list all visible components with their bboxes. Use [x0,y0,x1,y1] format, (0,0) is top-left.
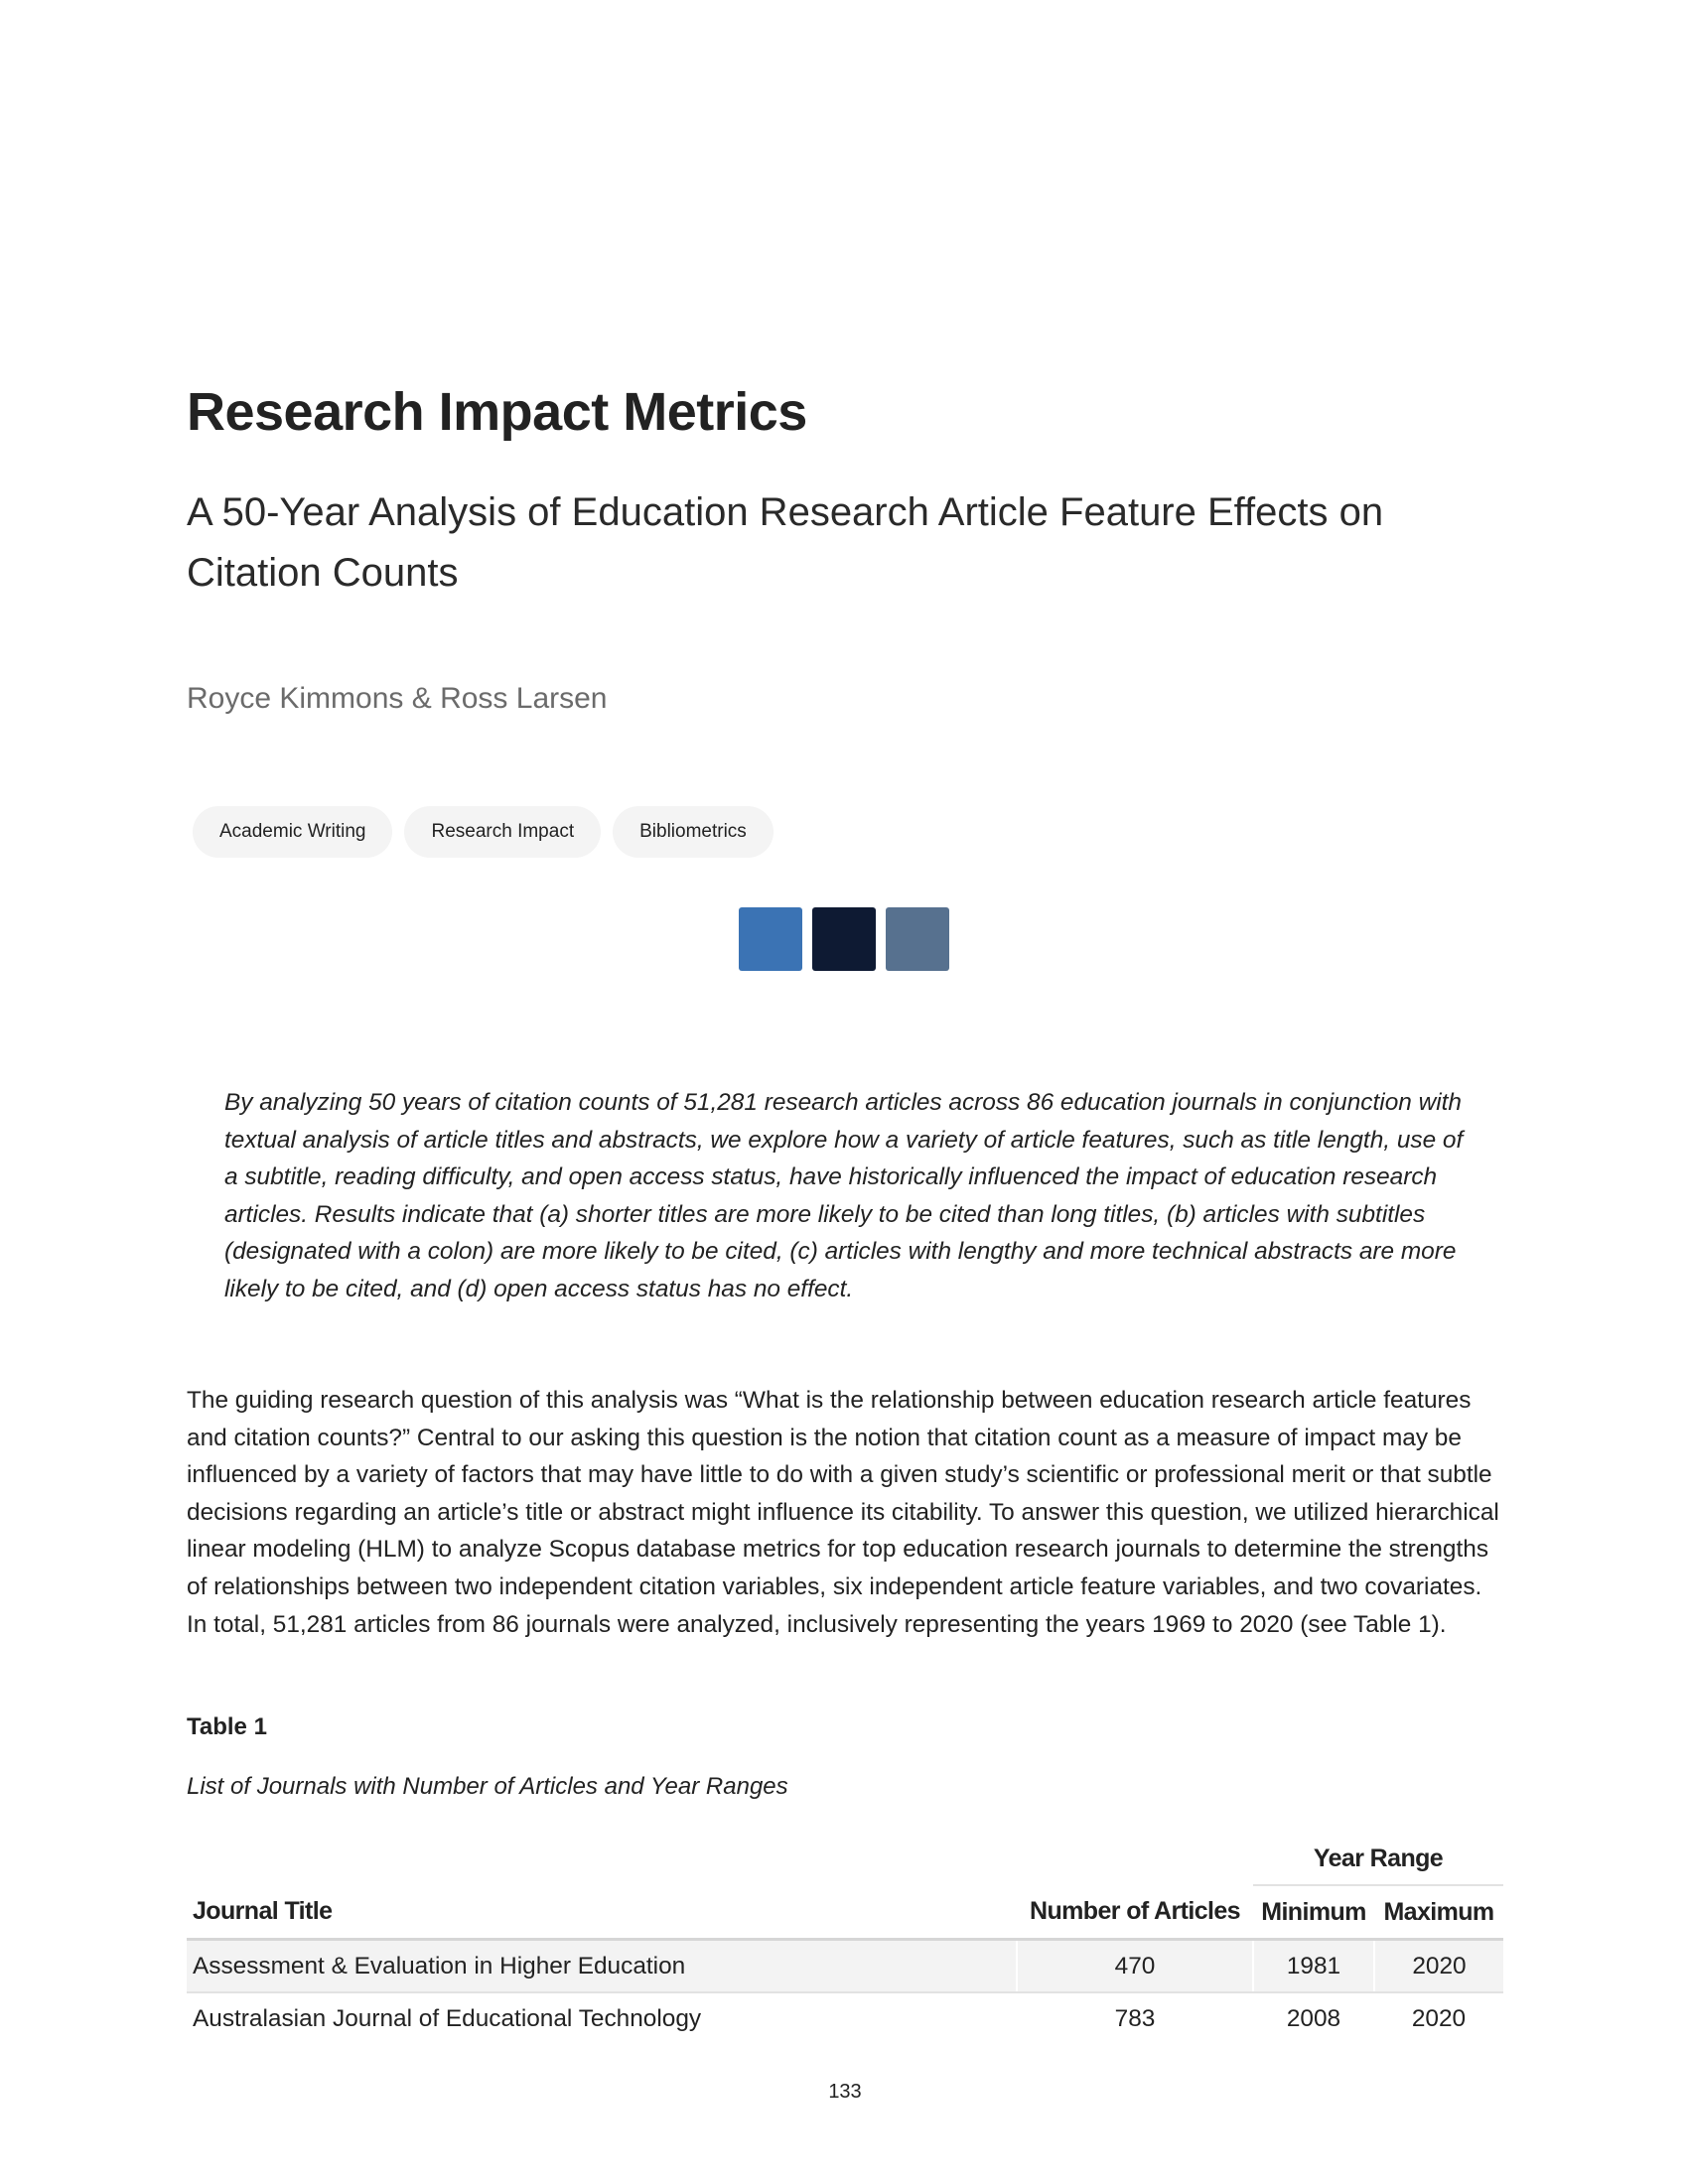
table-cell-journal: Assessment & Evaluation in Higher Education [187,1940,1017,1993]
body-paragraph: The guiding research question of this analysis was “What is the relationship between education research article features and citation counts?” Central to our asking this question is the notion that citation count as a measure of impact may be influenced by a variety of factors that may have little to do with a given study’s scientific or professional merit or that subtle decisions regarding an article’s title or abstract might influence its citability. To answer this question, we utilized hierarchical linear modeling (HLM) to analyze Scopus database metrics for top education research journals to determine the strengths of relationships between two independent citation variables, six independent article feature variables, and two covariates. In total, 51,281 articles from 86 journals were analyzed, inclusively representing the years 1969 to 2020 (see Table 1). [187,1387,1499,1638]
table-header-journal-title: Journal Title [187,1885,1017,1940]
table-cell-journal: Australasian Journal of Educational Technology [193,2004,702,2032]
table-header-row [187,1885,1503,1940]
table-row [187,1992,1503,2044]
table-header-year-range: Year Range [1253,1833,1503,1885]
table-header-spacer [187,1833,1017,1885]
share-buttons [739,907,949,971]
article-authors: Royce Kimmons & Ross Larsen [187,682,608,715]
facebook-share-button[interactable] [739,907,802,971]
table-header-number-of-articles: Number of Articles [1017,1885,1253,1940]
table-cell-max-year: 2020 [1374,1940,1503,1993]
tag-research-impact[interactable]: Research Impact [404,806,601,858]
article-abstract: By analyzing 50 years of citation counts of 51,281 research articles across 86 education journals in conjunction with textual analysis of article titles and abstracts, we explore how a variety of article features, such as title length, use of a subtitle, reading difficulty, and open access status, have historically influenced the impact of education research articles. Results indicate that (a) shorter titles are more likely to be cited than long titles, (b) articles with subtitles (designated with a colon) are more likely to be cited, (c) articles with lengthy and more technical abstracts are more likely to be cited, and (d) open access status has no effect. [224,1089,1464,1302]
linkedin-share-button[interactable] [886,907,949,971]
table-cell-articles: 470 [1017,1940,1253,1993]
table-label: Table 1 [187,1713,267,1740]
table-cell-min-year: 2008 [1286,2004,1341,2032]
tag-list [193,806,774,858]
table-header-maximum: Maximum [1374,1885,1503,1940]
twitter-share-button[interactable] [812,907,876,971]
article-subtitle: A 50-Year Analysis of Education Research Article Feature Effects on Citation Counts [187,490,1384,595]
table-caption: List of Journals with Number of Articles and Year Ranges [187,1773,788,1800]
table-cell-max-year: 2020 [1411,2004,1467,2032]
tag-academic-writing[interactable]: Academic Writing [193,806,392,858]
article-title: Research Impact Metrics [187,382,807,442]
table-cell-articles: 783 [1114,2004,1156,2032]
article-page [187,0,1503,2184]
journal-table [187,1833,1503,2044]
page-number: 133 [828,2081,862,2103]
table-header-spacer [1017,1833,1253,1885]
tag-bibliometrics[interactable]: Bibliometrics [613,806,774,858]
table-row [187,1940,1503,1993]
table-group-header-row [187,1833,1503,1885]
table-cell-min-year: 1981 [1253,1940,1374,1993]
table-header-minimum: Minimum [1253,1885,1374,1940]
